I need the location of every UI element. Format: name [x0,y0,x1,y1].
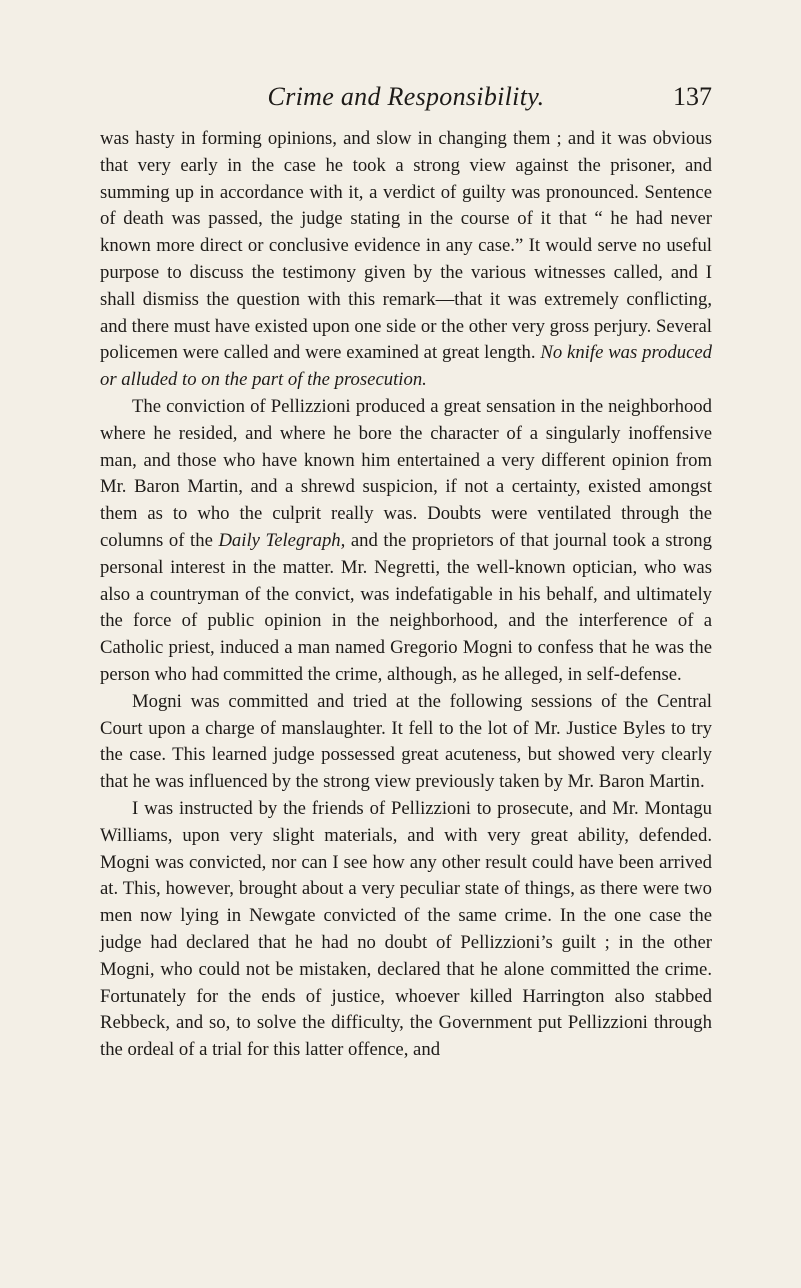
paragraph-1 [100,126,712,394]
paragraph-4 [100,796,712,1064]
paragraph-segment: was hasty in forming opinions, and slow in changing them ; and it was obvious that very early in the case he took a strong view against the prisoner, and summing up in accordance with it, a verdict of guilty was pronounced. Sentence of death was passed, the judge stating in the course of it that “ he had never known more direct or conclusive evidence in any case.” It would serve no useful purpose to discuss the testimony given by the various witnesses called, and I shall dismiss the question with this remark—that it was extremely conflicting, and there must have existed upon one side or the other very gross perjury. Several policemen were called and were examined at great length. [100,128,712,364]
body-text [100,126,712,1064]
paragraph-segment: The conviction of Pellizzioni produced a great sensation in the neighborhood where he resided, and where he bore the character of a singularly inoffensive man, and those who have known him entertained a very different opinion from Mr. Baron Martin, and a shrewd suspicion, if not a certainty, existed amongst them as to who the culprit really was. Doubts were ventilated through the columns of the [100,395,712,551]
paragraph-segment: I was instructed by the friends of Pellizzioni to prosecute, and Mr. Montagu Williams, upon very slight materials, and with very great ability, defended. Mogni was convicted, nor can I see how any other result could have been arrived at. This, however, brought about a very peculiar state of things, as there were two men now lying in Newgate convicted of the same crime. In the one case the judge had declared that he had no doubt of Pellizzioni’s guilt ; in the other Mogni, who could not be mistaken, declared that he alone committed the crime. Fortunately for the ends of justice, whoever killed Harrington also stabbed Rebbeck, and so, to solve the difficulty, the Government put Pellizzioni through the ordeal of a trial for this latter offence, and [100,797,712,1061]
page-number: 137 [673,82,712,111]
paragraph-segment-italic: No knife was produced or alluded to on the part of the prosecution. [100,342,712,391]
running-title: Crime and Responsibility. [267,82,545,111]
page-header [100,82,712,122]
paragraph-3 [100,689,712,796]
newspaper-title: Daily Telegraph, [218,529,346,551]
paragraph-2 [100,394,712,689]
paragraph-segment: and the proprietors of that journal took a strong personal interest in the matter. Mr. Negretti, the well-known optician, who was also a countryman of the convict, was indefatigable in his behalf, and ultimately the force of public opinion in the neighborhood, and the interference of a Catholic priest, induced a man named Gregorio Mogni to confess that he was the person who had committed the crime, although, as he alleged, in self-defense. [100,529,712,685]
paragraph-segment: Mogni was committed and tried at the following sessions of the Central Court upon a charge of manslaughter. It fell to the lot of Mr. Justice Byles to try the case. This learned judge possessed great acuteness, but showed very clearly that he was influenced by the strong view previously taken by Mr. Baron Martin. [100,690,712,793]
